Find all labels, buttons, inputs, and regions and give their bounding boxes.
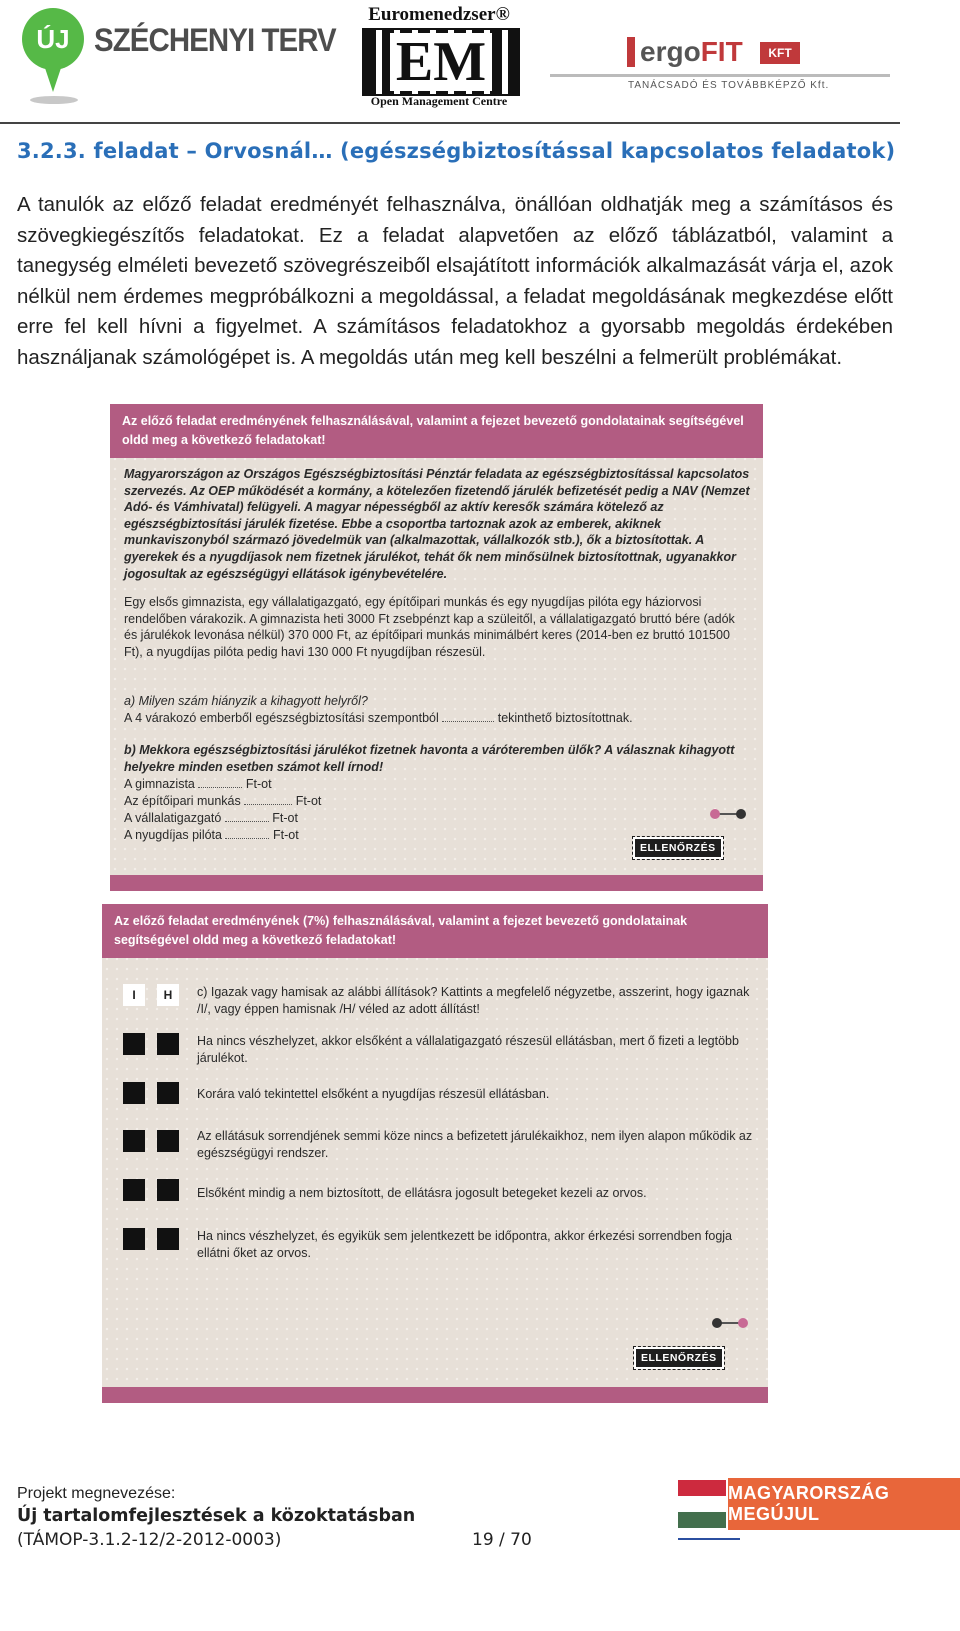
task-heading: 3.2.3. feladat – Orvosnál… (egészségbiztosítással kapcsolatos feladatok)	[17, 139, 896, 163]
exercise-panel-1	[110, 404, 763, 891]
statement-2-true-checkbox[interactable]	[123, 1082, 145, 1104]
check-button-2[interactable]: ELLENŐRZÉS	[634, 1347, 724, 1369]
ergofit-logo-text: ergoFIT	[640, 36, 743, 67]
answer-a-input[interactable]	[442, 711, 494, 722]
statement-4-false-checkbox[interactable]	[157, 1179, 179, 1201]
szechenyi-terv-logo-text: SZÉCHENYI TERV	[94, 22, 336, 58]
ergofit-subtitle: TANÁCSADÓ ÉS TOVÁBBKÉPZŐ Kft.	[628, 80, 830, 91]
pager-dots[interactable]	[710, 809, 750, 819]
pin-shadow	[30, 96, 78, 104]
statement-1-false-checkbox[interactable]	[157, 1033, 179, 1055]
euromenedzser-name: Euromenedzser®	[368, 4, 510, 25]
pager-dot-1[interactable]	[712, 1318, 722, 1328]
statement-4: Elsőként mindig a nem biztosított, de ellátásra jogosult betegeket kezeli az orvos.	[197, 1186, 647, 1200]
panel-2-header: Az előző feladat eredményének (7%) felhasználásával, valamint a fejezet bevezető gondolatainak segítségével oldd meg a következő feladatokat!	[102, 904, 768, 958]
answer-pilota-input[interactable]	[225, 828, 269, 839]
answer-row: A nyugdíjas pilóta Ft-ot	[124, 828, 299, 842]
banner-underline	[678, 1538, 740, 1540]
statement-3: Az ellátásuk sorrendjének semmi köze nincs a befizetett járulékaikhoz, nem ilyen alapon működik az egészségügyi rendszer.	[197, 1129, 753, 1160]
statement-5: Ha nincs vészhelyzet, és egyikük sem jelentkezett be időpontra, akkor érkezési sorrendben fogja ellátni őket az orvos.	[197, 1229, 733, 1260]
omc-subtitle: Open Management Centre	[370, 94, 508, 108]
page-header	[0, 0, 960, 124]
statement-3-false-checkbox[interactable]	[157, 1130, 179, 1152]
panel-1-footer-bar	[110, 875, 763, 891]
pager-dot-2[interactable]	[738, 1318, 748, 1328]
question-a: a) Milyen szám hiányzik a kihagyott helyről?	[124, 694, 368, 708]
false-column-label: H	[157, 984, 179, 1006]
pager-dot-2[interactable]	[736, 809, 746, 819]
ergofit-bar-icon	[627, 37, 635, 67]
project-label: Projekt megnevezése:	[17, 1485, 176, 1502]
statement-3-true-checkbox[interactable]	[123, 1130, 145, 1152]
statement-2: Korára való tekintettel elsőként a nyugdíjas részesül ellátásban.	[197, 1087, 550, 1101]
em-mark-icon	[362, 28, 520, 96]
answer-munkas-input[interactable]	[244, 794, 292, 805]
project-code: (TÁMOP-3.1.2-12/2-2012-0003)	[17, 1530, 282, 1550]
panel-1-intro: Magyarországon az Országos Egészségbiztosítási Pénztár feladata az egészségbiztosítással kapcsolatos szervezés. Az OEP működését a kormány, a kötelezően fizetendő járulék befizetését pedig a NAV (Nemzet Adó- és Vámhivatal) felügyeli. A magyar népességből az aktív keresők számára kötelező az egészségbiztosítási járulék fizetése. Ebbe a csoportba tartoznak azok az emberek, akiknek munkaviszonyból származó jövedelmük van (alkalmazottak, vállalkozók stb.), ők a biztosítottak. A gyerekek és a nyugdíjasok nem fizetnek járulékot, tehát ők nem minősülnek biztosítottnak, ugyanakkor jogosultak az egészségügyi ellátások igénybevételére.	[124, 467, 750, 581]
answer-row: A vállalatigazgató Ft-ot	[124, 811, 298, 825]
answer-row: A gimnazista Ft-ot	[124, 777, 272, 791]
ergofit-underline	[550, 74, 890, 77]
answer-gimnazista-input[interactable]	[198, 777, 242, 788]
tf-instruction: c) Igazak vagy hamisak az alábbi állítások? Kattints a megfelelő négyzetbe, asszerint, hogy igaznak /I/, vagy éppen hamisnak /H/ véled az adott állítást!	[197, 985, 750, 1016]
page-number: 19 / 70	[472, 1530, 532, 1550]
panel-2-footer-bar	[102, 1387, 768, 1403]
statement-2-false-checkbox[interactable]	[157, 1082, 179, 1104]
statement-4-true-checkbox[interactable]	[123, 1179, 145, 1201]
uj-szechenyi-pin-logo: ÚJ	[22, 8, 84, 70]
exercise-panel-2	[102, 904, 768, 1403]
task-description: A tanulók az előző feladat eredményét felhasználva, önállóan oldhatják meg a számításos és szövegkiegészítős feladatokat. Ez a feladat alapvetően az előző táblázatból, valamint a tanegység elméleti bevezető szövegrészeiből elsajátított információk alkalmazását várja el, azok nélkül nem érdemes megpróbálkozni a megoldással, a feladat megoldásának megkezdése előtt erre fel kell hívni a figyelmet. A számításos feladatokhoz a gyorsabb megoldás érdekében használjanak számológépet is. A megoldás után meg kell beszélni a felmerült problémákat.	[17, 193, 893, 369]
statement-5-false-checkbox[interactable]	[157, 1228, 179, 1250]
project-title: Új tartalomfejlesztések a közoktatásban	[17, 1506, 416, 1526]
answer-row: Az építőipari munkás Ft-ot	[124, 794, 322, 808]
pager-dots[interactable]	[712, 1318, 752, 1328]
euromenedzser-logo	[356, 4, 522, 112]
answer-igazgato-input[interactable]	[225, 811, 269, 822]
pager-dot-1[interactable]	[710, 809, 720, 819]
panel-1-header: Az előző feladat eredményének felhasználásával, valamint a fejezet bevezető gondolatainak segítségével oldd meg a következő feladatokat!	[110, 404, 763, 458]
question-a-line: A 4 várakozó emberből egészségbiztosítási szempontból tekinthető biztosítottnak.	[124, 711, 633, 725]
statement-5-true-checkbox[interactable]	[123, 1228, 145, 1250]
check-button-1[interactable]: ELLENŐRZÉS	[633, 837, 723, 859]
em-letters: EM	[390, 33, 492, 91]
true-column-label: I	[123, 984, 145, 1006]
hungarian-flag-icon	[678, 1480, 726, 1528]
magyarorszag-megujul-banner: MAGYARORSZÁG MEGÚJUL	[728, 1478, 960, 1530]
panel-1-scenario: Egy elsős gimnazista, egy vállalatigazgató, egy építőipari munkás és egy nyugdíjas pilóta egy háziorvosi rendelőben várakozik. A gimnazista heti 3000 Ft zsebpénzt kap a szüleitől, a vállalatigazgató bruttó bére (adók és járulékok levonása nélkül) 370 000 Ft, az építőipari munkás minimálbért keres (2014-ben ez bruttó 101500 Ft), a nyugdíjas pilóta pedig havi 130 000 Ft nyugdíjban részesül.	[124, 595, 735, 659]
header-divider	[0, 122, 900, 124]
question-b: b) Mekkora egészségbiztosítási járulékot fizetnek havonta a váróteremben ülők? A válasznak kihagyott helyekre minden esetben számot kell írnod!	[124, 743, 735, 774]
statement-1-true-checkbox[interactable]	[123, 1033, 145, 1055]
statement-1: Ha nincs vészhelyzet, akkor elsőként a vállalatigazgató részesül ellátásban, mert ő fizeti a legtöbb járulékot.	[197, 1034, 739, 1065]
ergofit-kft-badge: KFT	[760, 42, 800, 64]
